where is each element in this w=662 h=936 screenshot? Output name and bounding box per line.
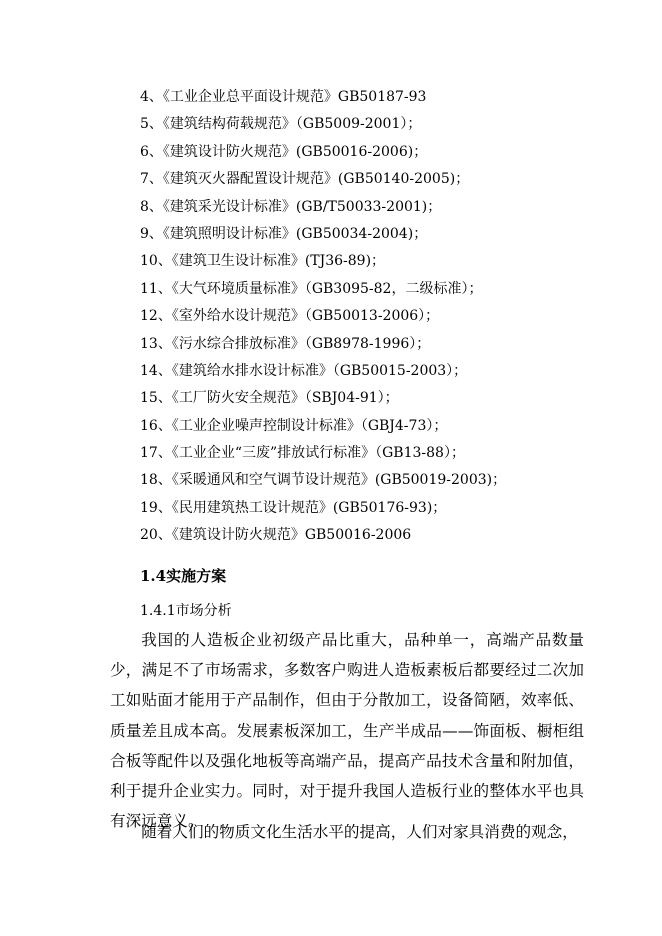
- subsection-heading: 1.4.1市场分析: [140, 603, 232, 619]
- reference-item: 6、《建筑设计防火规范》(GB50016-2006)；: [140, 143, 428, 160]
- reference-item: 13、《污水综合排放标准》（GB8978-1996）；: [140, 335, 431, 352]
- reference-item: 20、《建筑设计防火规范》GB50016-2006: [140, 527, 412, 544]
- body-paragraph: 我国的人造板企业初级产品比重大，品种单一，高端产品数量少，满足不了市场需求，多数客户购进人造板素板后都要经过二次加工如贴面才能用于产品制作，但由于分散加工，设备简陋，效率低、质量差且成本高。发展素板深加工，生产半成品——饰面板、橱柜组合板等配件以及强化地板等高端产品，提高产品技术含量和附加值，利于提升企业实力。同时，对于提升我国人造板行业的整体水平也具有深远意义。: [110, 631, 584, 831]
- reference-item: 17、《工业企业“三废”排放试行标准》（GB13-88）；: [140, 445, 465, 462]
- section-heading: 1.4实施方案: [140, 567, 227, 585]
- reference-item: 19、《民用建筑热工设计规范》(GB50176-93)；: [140, 499, 447, 516]
- reference-item: 10、《建筑卫生设计标准》(TJ36-89)；: [140, 253, 386, 270]
- reference-standards-list: [140, 84, 640, 550]
- reference-item: 8、《建筑采光设计标准》(GB/T50033-2001)；: [140, 198, 442, 215]
- reference-item: 7、《建筑灭火器配置设计规范》(GB50140-2005)；: [140, 171, 470, 188]
- reference-item: 4、《工业企业总平面设计规范》GB50187-93: [140, 89, 427, 105]
- reference-item: 18、《采暖通风和空气调节设计规范》(GB50019-2003)；: [140, 472, 507, 489]
- reference-item: 11、《大气环境质量标准》（GB3095-82，二级标准）；: [140, 280, 483, 297]
- body-paragraph: 随着人们的物质文化生活水平的提高，人们对家具消费的观念，: [141, 823, 578, 841]
- reference-item: 12、《室外给水设计规范》（GB50013-2006）；: [140, 308, 440, 325]
- reference-item: 14、《建筑给水排水设计标准》（GB50015-2003）；: [140, 362, 468, 379]
- reference-item: 15、《工厂防火安全规范》（SBJ04-91）；: [140, 390, 399, 407]
- reference-item: 5、《建筑结构荷载规范》（GB5009-2001）；: [140, 116, 422, 133]
- reference-item: 16、《工业企业噪声控制设计标准》（GBJ4-73）；: [140, 417, 448, 434]
- reference-item: 9、《建筑照明设计标准》(GB50034-2004)；: [140, 225, 428, 242]
